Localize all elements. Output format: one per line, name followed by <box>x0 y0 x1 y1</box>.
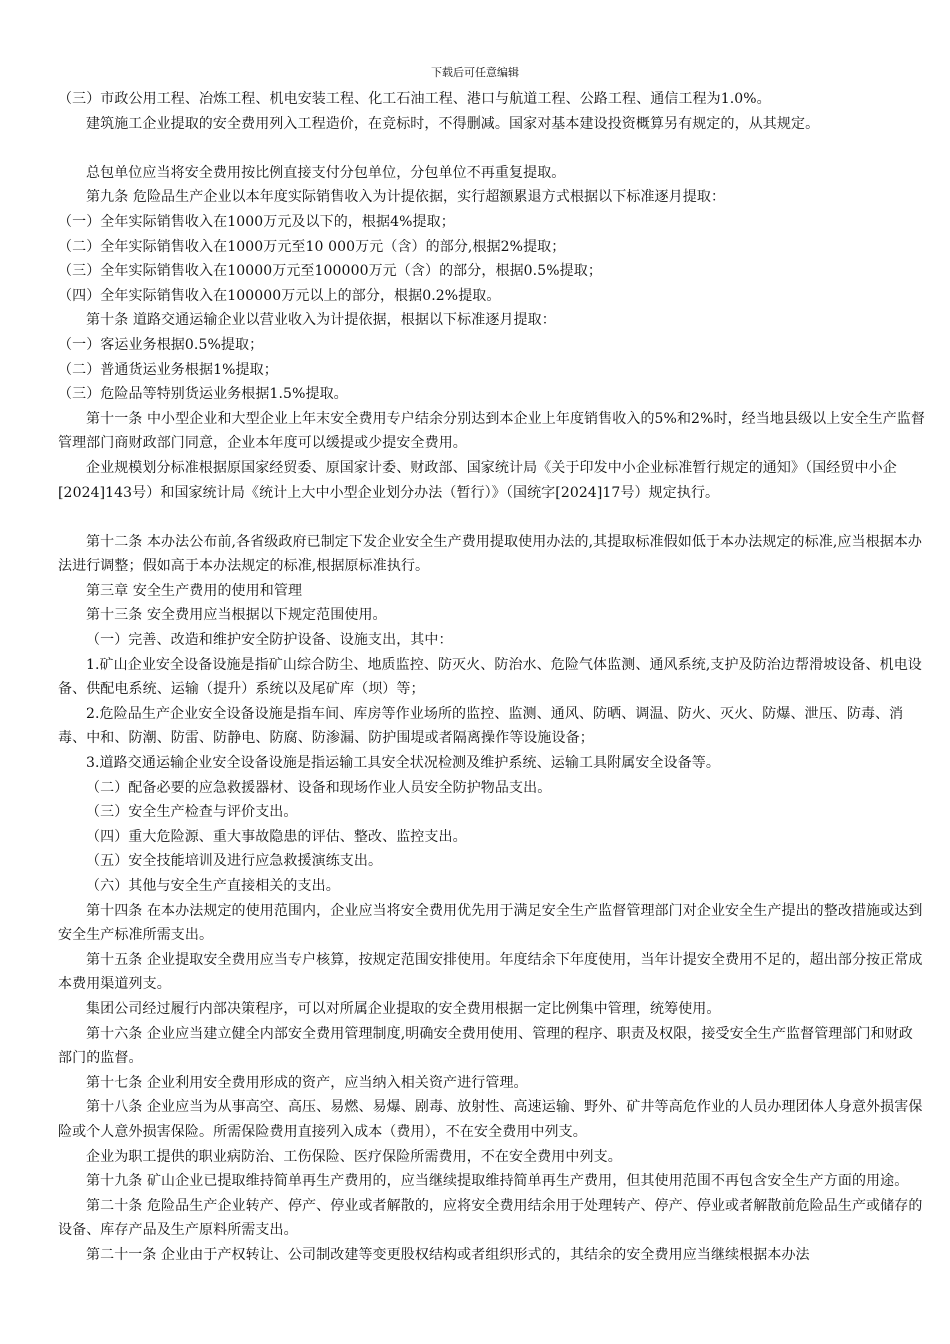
paragraph: 第十五条 企业提取安全费用应当专户核算，按规定范围安排使用。年度结余下年度使用，当年计提安全费用不足的，超出部分按正常成本费用渠道列支。 <box>58 951 923 993</box>
paragraph: （四）全年实际销售收入在100000万元以上的部分，根据0.2%提取。 <box>58 287 501 304</box>
paragraph: 第三章 安全生产费用的使用和管理 <box>86 582 303 599</box>
paragraph: （三）危险品等特别货运业务根据1.5%提取。 <box>58 386 348 403</box>
paragraph: 第十条 道路交通运输企业以营业收入为计提依据，根据以下标准逐月提取： <box>86 312 556 329</box>
paragraph: （一）客运业务根据0.5%提取； <box>58 336 264 353</box>
paragraph: 第十三条 安全费用应当根据以下规定范围使用。 <box>86 607 387 624</box>
paragraph: 第十七条 企业利用安全费用形成的资产，应当纳入相关资产进行管理。 <box>86 1074 528 1091</box>
paragraph: 1.矿山企业安全设备设施是指矿山综合防尘、地质监控、防灭火、防治水、危险气体监测、通风系统,支护及防治边帮滑坡设备、机电设备、供配电系统、运输（提升）系统以及尾矿库（坝）等； <box>58 656 922 698</box>
paragraph: （三）全年实际销售收入在10000万元至100000万元（含）的部分，根据0.5%提取； <box>58 263 602 280</box>
paragraph: （一）全年实际销售收入在1000万元及以下的，根据4%提取； <box>58 213 455 230</box>
paragraph: 集团公司经过履行内部决策程序，可以对所属企业提取的安全费用根据一定比例集中管理，统筹使用。 <box>86 1000 721 1017</box>
paragraph: 第九条 危险品生产企业以本年度实际销售收入为计提依据，实行超额累退方式根据以下标准逐月提取： <box>86 189 726 206</box>
paragraph: 企业规模划分标准根据原国家经贸委、原国家计委、财政部、国家统计局《关于印发中小企业标准暂行规定的通知》（国经贸中小企[2024]143号）和国家统计局《统计上大中小型企业划分办法（暂行）》（国统字[2024]17号）规定执行。 <box>58 459 897 501</box>
paragraph: （六）其他与安全生产直接相关的支出。 <box>86 878 340 894</box>
paragraph: 企业为职工提供的职业病防治、工伤保险、医疗保险所需费用，不在安全费用中列支。 <box>86 1148 622 1165</box>
paragraph: （三）市政公用工程、冶炼工程、机电安装工程、化工石油工程、港口与航道工程、公路工程、通信工程为1.0%。 <box>58 91 771 107</box>
paragraph: 第十二条 本办法公布前,各省级政府已制定下发企业安全生产费用提取使用办法的,其提取标准假如低于本办法规定的标准,应当根据本办法进行调整；假如高于本办法规定的标准,根据原标准执行。 <box>58 533 922 575</box>
paragraph: 2.危险品生产企业安全设备设施是指车间、库房等作业场所的监控、监测、通风、防晒、调温、防火、灭火、防爆、泄压、防毒、消毒、中和、防潮、防雷、防静电、防腐、防渗漏、防护围堤或者隔离操作等设施设备； <box>58 705 904 747</box>
paragraph: 总包单位应当将安全费用按比例直接支付分包单位，分包单位不再重复提取。 <box>86 164 566 181</box>
paragraph: 第十一条 中小型企业和大型企业上年末安全费用专户结余分别达到本企业上年度销售收入的5%和2%时，经当地县级以上安全生产监督管理部门商财政部门同意，企业本年度可以缓提或少提安全费用。 <box>58 410 925 452</box>
document-body <box>58 87 926 1268</box>
page-header: 下载后可任意编辑 <box>431 66 519 79</box>
paragraph: （三）安全生产检查与评价支出。 <box>86 804 298 821</box>
paragraph: 3.道路交通运输企业安全设备设施是指运输工具安全状况检测及维护系统、运输工具附属安全设备等。 <box>86 755 720 772</box>
paragraph: （五）安全技能培训及进行应急救援演练支出。 <box>86 853 383 870</box>
paragraph: （二）全年实际销售收入在1000万元至10 000万元（含）的部分,根据2%提取； <box>58 238 566 255</box>
blank-line <box>58 505 926 530</box>
paragraph: （一）完善、改造和维护安全防护设备、设施支出，其中： <box>86 632 453 649</box>
paragraph: 第二十一条 企业由于产权转让、公司制改建等变更股权结构或者组织形式的，其结余的安全费用应当继续根据本办法 <box>86 1246 810 1263</box>
paragraph: 第十八条 企业应当为从事高空、高压、易燃、易爆、剧毒、放射性、高速运输、野外、矿井等高危作业的人员办理团体人身意外损害保险或个人意外损害保险。所需保险费用直接列入成本（费用），不在安全费用中列支。 <box>58 1099 923 1140</box>
paragraph: 第十九条 矿山企业已提取维持简单再生产费用的，应当继续提取维持简单再生产费用，但其使用范围不再包含安全生产方面的用途。 <box>86 1173 909 1190</box>
paragraph: 第十六条 企业应当建立健全内部安全费用管理制度,明确安全费用使用、管理的程序、职责及权限，接受安全生产监督管理部门和财政部门的监督。 <box>58 1025 913 1067</box>
paragraph: 建筑施工企业提取的安全费用列入工程造价，在竞标时，不得删减。国家对基本建设投资概算另有规定的，从其规定。 <box>86 115 820 132</box>
paragraph: 第二十条 危险品生产企业转产、停产、停业或者解散的，应将安全费用结余用于处理转产、停产、停业或者解散前危险品生产或储存的设备、库存产品及生产原料所需支出。 <box>58 1197 923 1239</box>
paragraph: （二）普通货运业务根据1%提取； <box>58 361 278 378</box>
blank-line <box>58 136 926 161</box>
paragraph: （四）重大危险源、重大事故隐患的评估、整改、监控支出。 <box>86 828 467 845</box>
paragraph: 第十四条 在本办法规定的使用范围内，企业应当将安全费用优先用于满足安全生产监督管理部门对企业安全生产提出的整改措施或达到安全生产标准所需支出。 <box>58 902 923 944</box>
paragraph: （二）配备必要的应急救援器材、设备和现场作业人员安全防护物品支出。 <box>86 779 552 796</box>
